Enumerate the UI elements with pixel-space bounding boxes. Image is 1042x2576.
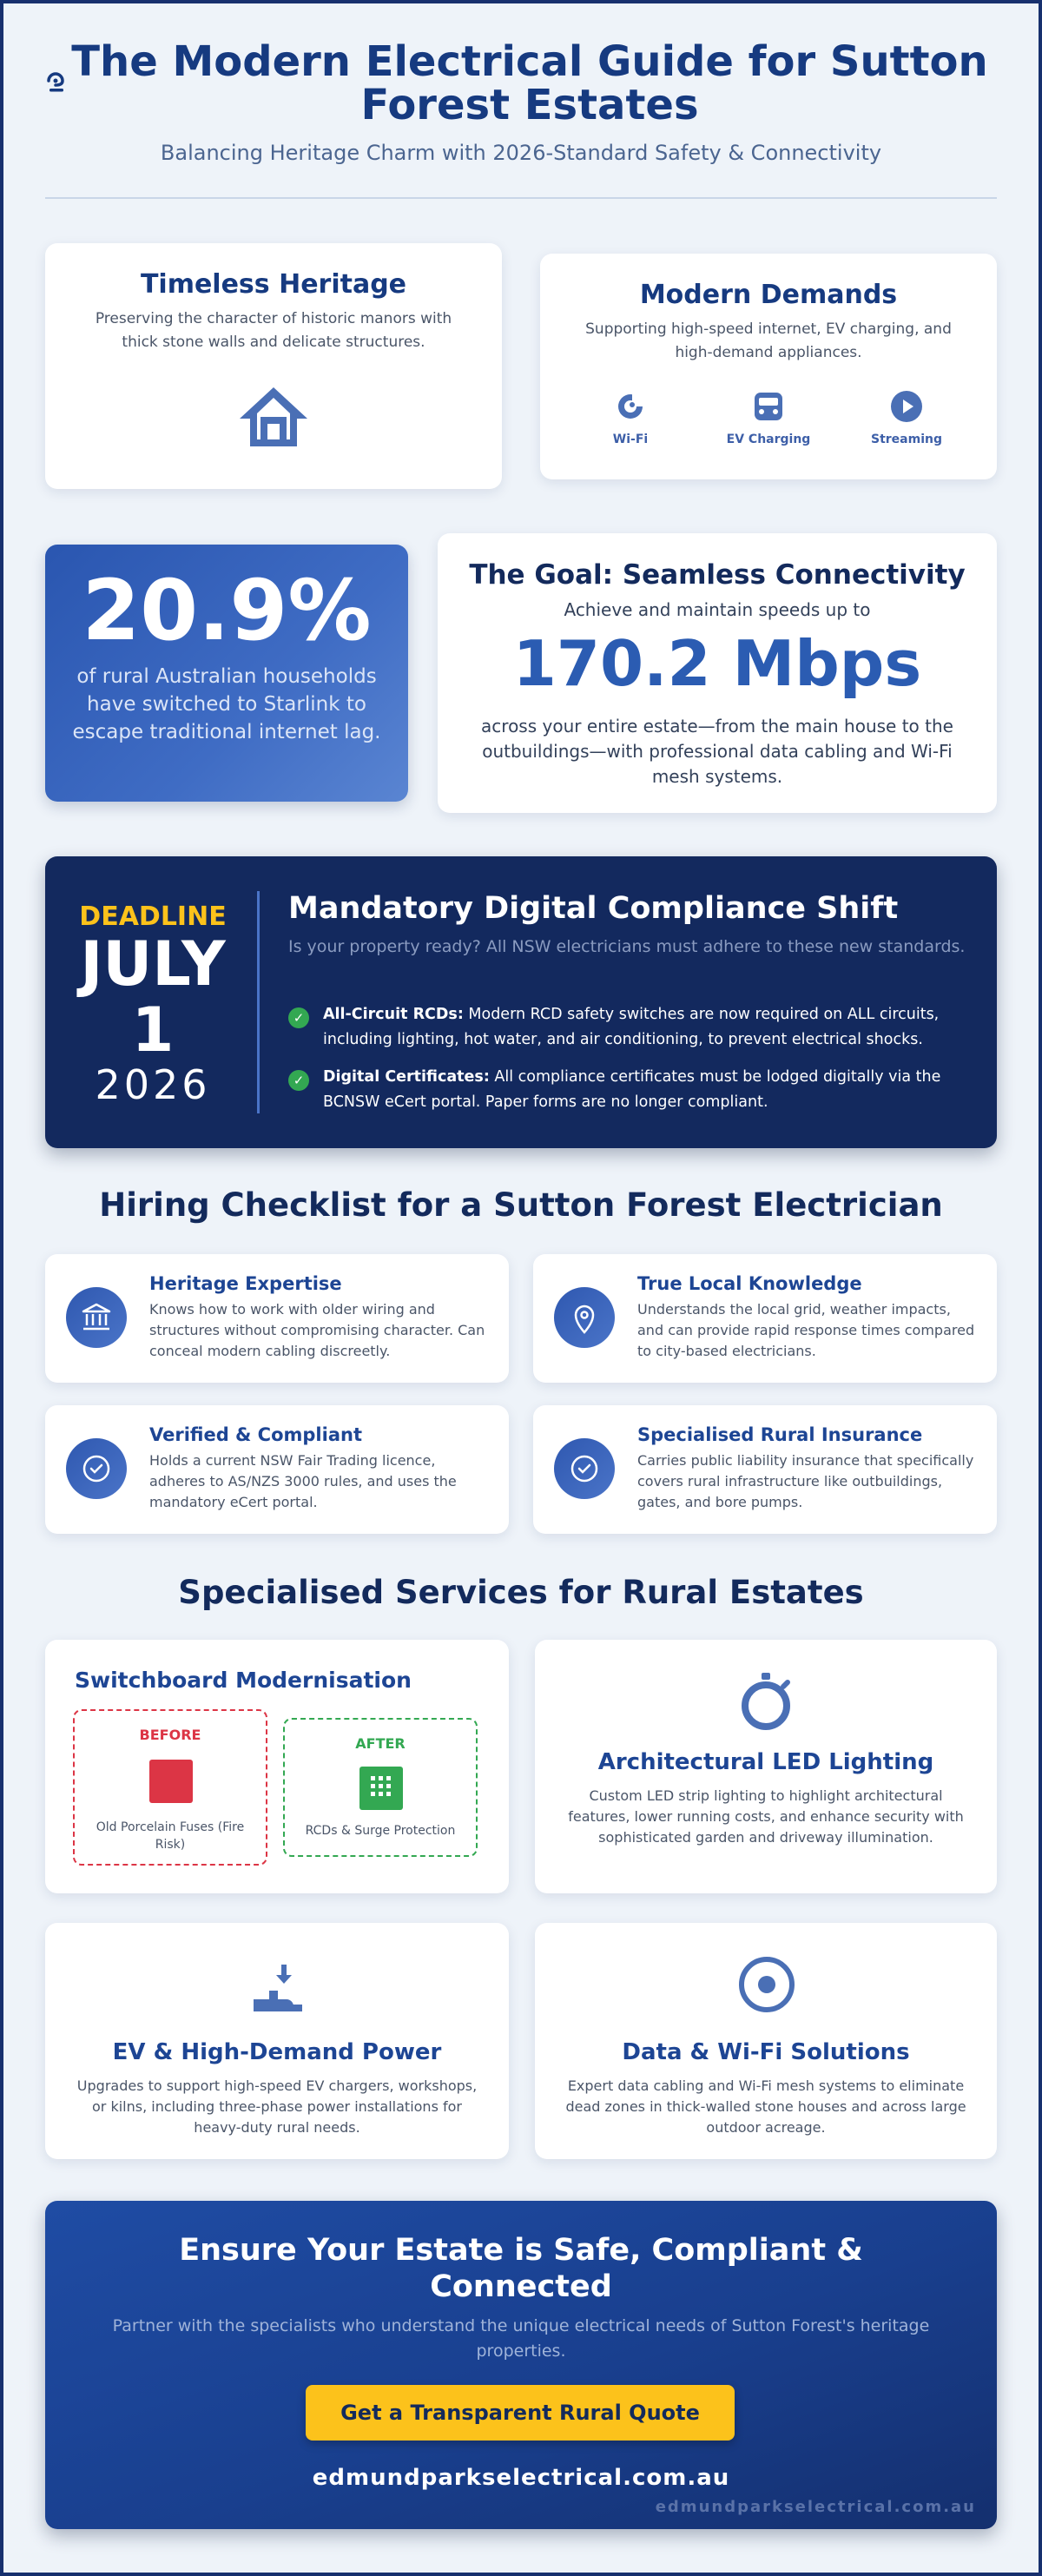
- icon-item-wifi: [561, 389, 700, 446]
- header-divider: [45, 197, 997, 199]
- website-link[interactable]: edmundparkselectrical.com.au: [312, 2465, 730, 2491]
- get-quote-button[interactable]: Get a Transparent Rural Quote: [306, 2385, 735, 2441]
- deadline-intro: Is your property ready? All NSW electricians must adhere to these new standards.: [288, 937, 966, 956]
- deadline-title: Mandatory Digital Compliance Shift: [288, 891, 899, 926]
- switchboard-title: Switchboard Modernisation: [75, 1668, 412, 1693]
- car-icon: [751, 389, 786, 424]
- deadline-day: 1: [131, 994, 175, 1066]
- checklist-item-local: [533, 1254, 997, 1383]
- cta-panel: [45, 2201, 997, 2529]
- modern-demands-card: [540, 254, 997, 479]
- checklist-item-title: True Local Knowledge: [637, 1273, 862, 1294]
- data-wifi-text: Expert data cabling and Wi-Fi mesh systems to eliminate dead zones in thick-walled stone houses and across large outdoor acreage.: [565, 2077, 966, 2136]
- led-lighting-title: Architectural LED Lighting: [597, 1749, 934, 1775]
- deadline-item-rcd-label: All-Circuit RCDs:: [323, 1006, 464, 1023]
- streaming-label: Streaming: [871, 433, 942, 446]
- page-title: The Modern Electrical Guide for Sutton Forest Estates: [71, 37, 988, 129]
- led-lighting-card: [535, 1640, 997, 1893]
- after-label: AFTER: [355, 1735, 406, 1752]
- heritage-card: [45, 243, 502, 489]
- house-icon: [238, 386, 309, 448]
- checklist-item-insurance: [533, 1405, 997, 1534]
- ev-power-card: [45, 1923, 509, 2159]
- data-wifi-card: [535, 1923, 997, 2159]
- checklist-item-text: Holds a current NSW Fair Trading licence, adheres to AS/NZS 3000 rules, and uses the mandatory eCert portal.: [149, 1452, 457, 1510]
- deadline-month: JULY: [80, 928, 226, 1000]
- location-pin-icon: [554, 1287, 615, 1348]
- stopwatch-icon: [740, 1671, 792, 1732]
- deadline-year: 2026: [95, 1061, 211, 1108]
- goal-text: across your entire estate—from the main house to the outbuildings—with professional data cabling and Wi-Fi mesh systems.: [481, 716, 953, 787]
- before-label: BEFORE: [139, 1727, 201, 1743]
- services-title: Specialised Services for Rural Estates: [178, 1574, 864, 1611]
- cta-text: Partner with the specialists who understand the unique electrical needs of Sutton Forest's heritage properties.: [112, 2316, 930, 2361]
- website-watermark: edmundparkselectrical.com.au: [655, 2498, 976, 2516]
- check-circle-icon: [66, 1438, 127, 1499]
- switchboard-card: [45, 1640, 509, 1893]
- wifi-icon: [613, 389, 648, 424]
- building-icon: [66, 1287, 127, 1348]
- plug-icon: [248, 1961, 306, 2018]
- deadline-item-certificates-label: Digital Certificates:: [323, 1068, 490, 1086]
- ev-power-title: EV & High-Demand Power: [112, 2039, 442, 2065]
- checklist-item-text: Carries public liability insurance that specifically covers rural infrastructure like outbuildings, gates, and bore pumps.: [637, 1452, 974, 1510]
- checklist-title: Hiring Checklist for a Sutton Forest Electrician: [99, 1186, 943, 1224]
- icon-item-ev-charging: [699, 389, 838, 446]
- checklist-item-text: Knows how to work with older wiring and structures without compromising character. Can conceal modern cabling discreetly.: [149, 1301, 485, 1359]
- deadline-item-rcd: [323, 1002, 974, 1053]
- page-subtitle: Balancing Heritage Charm with 2026-Standard Safety & Connectivity: [160, 141, 882, 165]
- before-text: Old Porcelain Fuses (Fire Risk): [96, 1820, 245, 1852]
- checklist-item-text: Understands the local grid, weather impacts, and can provide rapid response times compared to city-based electricians.: [637, 1301, 975, 1359]
- starlink-percentage: 20.9%: [82, 562, 372, 659]
- target-icon: [736, 1954, 797, 2015]
- cta-title: Ensure Your Estate is Safe, Compliant & Connected: [179, 2233, 863, 2304]
- checklist-item-heritage: [45, 1254, 509, 1383]
- deadline-item-certificates: [323, 1065, 974, 1115]
- heritage-title: Timeless Heritage: [140, 269, 407, 300]
- modern-text: Supporting high-speed internet, EV charging, and high-demand appliances.: [585, 320, 952, 361]
- starlink-text: of rural Australian households have switched to Starlink to escape traditional internet lag.: [72, 665, 381, 743]
- compliance-deadline-panel: [45, 856, 997, 1148]
- goal-speed-value: 170.2 Mbps: [512, 627, 922, 700]
- goal-card: [438, 533, 997, 813]
- deadline-label: DEADLINE: [79, 902, 227, 932]
- goal-lead: Achieve and maintain speeds up to: [564, 599, 871, 620]
- data-wifi-title: Data & Wi-Fi Solutions: [622, 2039, 910, 2065]
- ev-power-text: Upgrades to support high-speed EV chargers, workshops, or kilns, including three-phase power installations for heavy-duty rural needs.: [76, 2077, 478, 2136]
- heritage-text: Preserving the character of historic manors with thick stone walls and delicate structures.: [95, 310, 452, 351]
- checklist-item-title: Heritage Expertise: [149, 1273, 342, 1294]
- check-icon: ✓: [288, 1070, 309, 1091]
- check-circle-icon: [554, 1438, 615, 1499]
- check-icon: ✓: [288, 1007, 309, 1028]
- starlink-stat-card: [45, 545, 408, 802]
- checklist-item-title: Specialised Rural Insurance: [637, 1424, 923, 1445]
- checklist-item-verified: [45, 1405, 509, 1534]
- play-icon: [889, 389, 924, 424]
- modern-title: Modern Demands: [639, 280, 898, 310]
- deadline-item-rcd-text: Modern RCD safety switches are now required on ALL circuits, including lighting, hot water, and air conditioning, to prevent electrical shocks.: [323, 1006, 940, 1048]
- led-lighting-text: Custom LED strip lighting to highlight architectural features, lower running costs, and enhance security with sophisticated garden and driveway illumination.: [568, 1787, 964, 1846]
- checklist-item-title: Verified & Compliant: [149, 1424, 362, 1445]
- fuse-icon: [149, 1760, 193, 1803]
- ev-charging-label: EV Charging: [726, 433, 811, 446]
- before-panel: [73, 1709, 267, 1866]
- icon-item-streaming: [837, 389, 976, 446]
- deadline-divider: [257, 891, 260, 1113]
- after-panel: [283, 1718, 478, 1857]
- wifi-label: Wi-Fi: [612, 433, 649, 446]
- deadline-item-certificates-text: All compliance certificates must be lodged digitally via the BCNSW eCert portal. Paper forms are no longer compliant.: [323, 1068, 941, 1111]
- goal-title: The Goal: Seamless Connectivity: [469, 559, 966, 591]
- after-text: RCDs & Surge Protection: [305, 1824, 456, 1838]
- rcd-grid-icon: [359, 1767, 403, 1810]
